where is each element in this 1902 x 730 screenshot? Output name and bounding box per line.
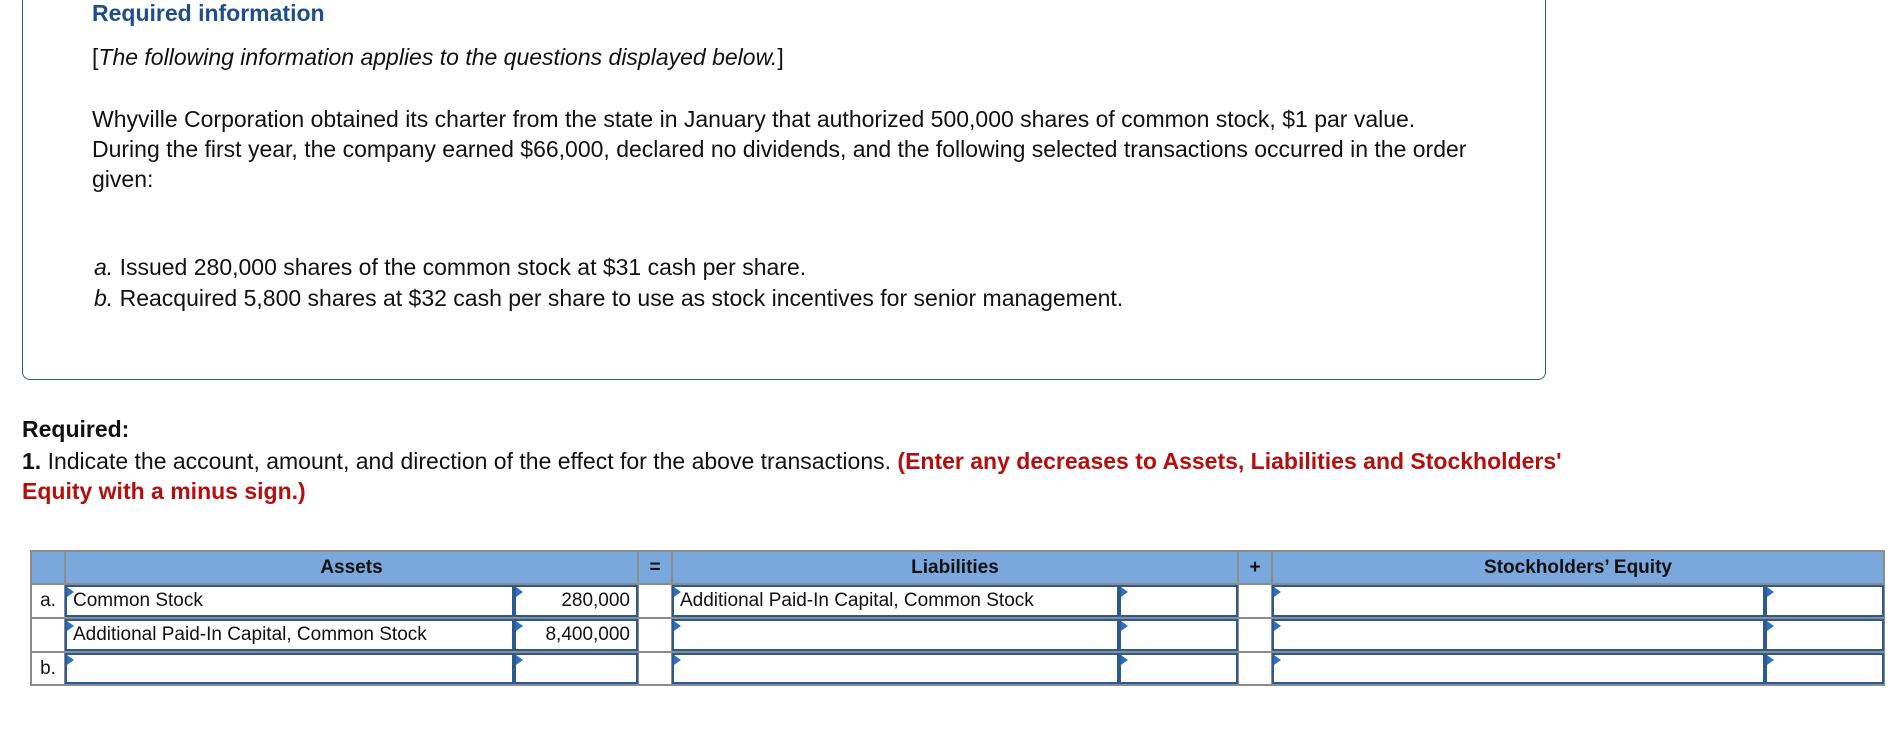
equity-account-dropdown[interactable] xyxy=(1272,584,1765,618)
info-paragraph: Whyville Corporation obtained its charter from the state in January that authorized 500,000 shares of common stock, $1 par value. During the first year, the company earned $66,000, declared no dividends, and the following selected transactions occurred in the order given: xyxy=(92,106,1467,192)
header-assets: Assets xyxy=(65,551,638,584)
row-label xyxy=(31,618,65,652)
required-instructions xyxy=(22,446,1582,506)
info-note-text: The following information applies to the questions displayed below. xyxy=(98,44,778,70)
liabilities-account-dropdown[interactable] xyxy=(672,618,1119,652)
assets-account-dropdown[interactable]: Common Stock xyxy=(65,584,514,618)
equals-spacer xyxy=(638,618,672,652)
table-row xyxy=(31,652,1884,685)
plus-spacer xyxy=(1238,618,1272,652)
plus-spacer xyxy=(1238,584,1272,618)
liabilities-account-dropdown[interactable]: Additional Paid-In Capital, Common Stock xyxy=(672,584,1119,618)
equals-spacer xyxy=(638,584,672,618)
header-blank xyxy=(31,551,65,584)
transaction-text: Issued 280,000 shares of the common stock at $31 cash per share. xyxy=(119,254,807,280)
equity-account-dropdown[interactable] xyxy=(1272,652,1765,685)
header-equity: Stockholders’ Equity xyxy=(1272,551,1884,584)
transaction-list xyxy=(94,252,1123,314)
liabilities-amount-input[interactable] xyxy=(1119,652,1238,685)
header-plus: + xyxy=(1238,551,1272,584)
question-text: Indicate the account, amount, and direction of the effect for the above transactions. xyxy=(47,448,892,474)
equity-amount-input[interactable] xyxy=(1765,652,1884,685)
assets-account-dropdown[interactable]: Additional Paid-In Capital, Common Stock xyxy=(65,618,514,652)
info-title: Required information xyxy=(92,0,325,26)
liabilities-account-dropdown[interactable] xyxy=(672,652,1119,685)
assets-amount-input[interactable]: 280,000 xyxy=(514,584,638,618)
table-row xyxy=(31,618,1884,652)
plus-spacer xyxy=(1238,652,1272,685)
question-number: 1. xyxy=(22,448,42,474)
header-liabilities: Liabilities xyxy=(672,551,1238,584)
accounting-equation-table xyxy=(30,550,1885,686)
transaction-item-a xyxy=(94,252,1123,283)
row-label: b. xyxy=(31,652,65,685)
equals-spacer xyxy=(638,652,672,685)
assets-amount-input[interactable] xyxy=(514,652,638,685)
equity-amount-input[interactable] xyxy=(1765,618,1884,652)
info-note: [The following information applies to the questions displayed below.] xyxy=(92,44,784,70)
assets-account-dropdown[interactable] xyxy=(65,652,514,685)
assets-amount-input[interactable]: 8,400,000 xyxy=(514,618,638,652)
required-title: Required: xyxy=(22,416,130,442)
row-label: a. xyxy=(31,584,65,618)
transaction-text: Reacquired 5,800 shares at $32 cash per share to use as stock incentives for senior management. xyxy=(119,285,1124,311)
equity-account-dropdown[interactable] xyxy=(1272,618,1765,652)
transaction-item-b xyxy=(94,283,1123,314)
liabilities-amount-input[interactable] xyxy=(1119,584,1238,618)
transaction-letter: b. xyxy=(94,285,114,311)
liabilities-amount-input[interactable] xyxy=(1119,618,1238,652)
equity-amount-input[interactable] xyxy=(1765,584,1884,618)
table-row xyxy=(31,584,1884,618)
header-equals: = xyxy=(638,551,672,584)
transaction-letter: a. xyxy=(94,254,114,280)
question-emphasis: (Enter any decreases to Assets, Liabilities and Stockholders' Equity with a minus sign.) xyxy=(22,448,1562,504)
table-header-row xyxy=(31,551,1884,584)
